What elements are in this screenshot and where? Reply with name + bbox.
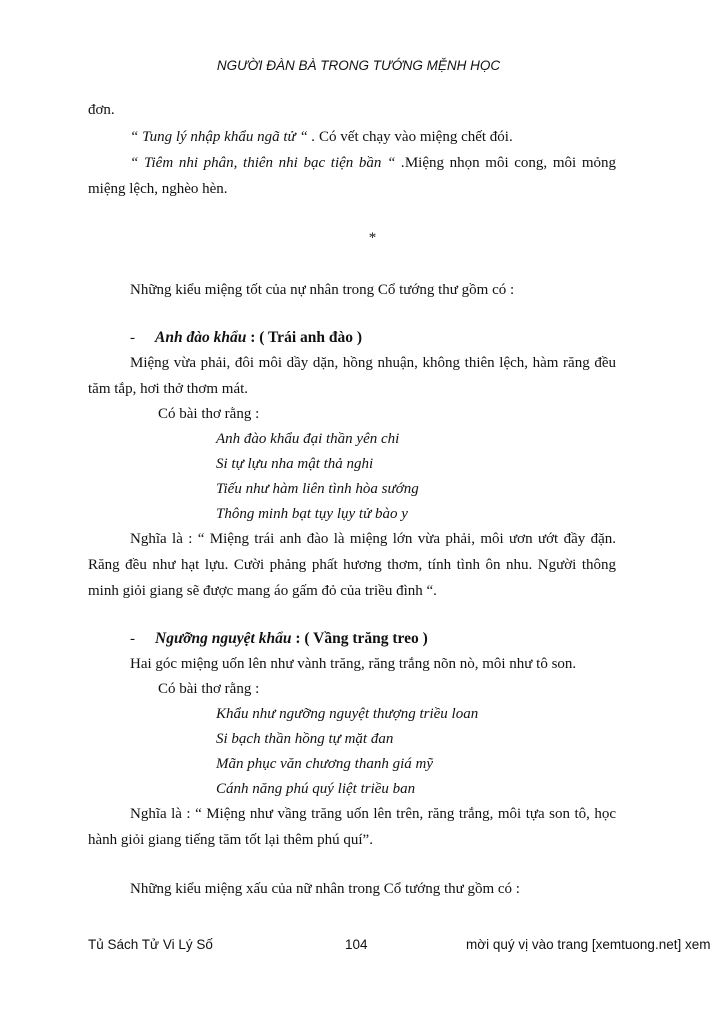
proverb-1-text: Có vết chạy vào miệng chết đói. <box>315 129 513 145</box>
explanation: minh giỏi giang sẽ được mang áo gấm đỏ của triều đình “. <box>88 583 437 599</box>
section-name: Anh đào khẩu <box>155 329 247 346</box>
proverb-2 <box>130 154 616 172</box>
proverb-1 <box>130 128 616 146</box>
poem-line: Si bạch thần hồng tự mặt đan <box>216 731 394 747</box>
proverb-1-quote: “ Tung lý nhập khẩu ngã tử “ . <box>130 129 316 145</box>
section-meaning: : ( Vầng trăng treo ) <box>291 630 428 647</box>
separator-star: * <box>368 230 377 246</box>
footer-right: mời quý vị vào trang [xemtuong.net] xem <box>466 937 711 952</box>
explanation: Nghĩa là : “ Miệng như vầng trăng uốn lên trên, răng trắng, môi tựa son tô, học <box>130 806 616 822</box>
poem-line: Anh đào khẩu đại thần yên chi <box>216 431 400 447</box>
section-heading-anh-dao <box>155 329 362 347</box>
poem-line: Cánh năng phú quý liệt triều ban <box>216 781 416 797</box>
page-number: 104 <box>345 937 368 952</box>
explanation: Răng đều như hạt lựu. Cười phảng phất hương thơm, tính tình ôn nhu. Người thông <box>88 557 616 573</box>
proverb-2-quote: “ Tiêm nhi phân, thiên nhi bạc tiện bần “ . <box>130 155 405 171</box>
explanation: Nghĩa là : “ Miệng trái anh đào là miệng lớn vừa phải, môi ươn ướt đầy đặn. <box>130 531 616 547</box>
page-header: NGƯỜI ĐÀN BÀ TRONG TƯỚNG MỆNH HỌC <box>216 58 501 73</box>
bad-intro: Những kiểu miệng xấu của nữ nhân trong Cổ tướng thư gồm có : <box>130 881 520 897</box>
section-heading-nguong-nguyet <box>155 630 428 648</box>
proverb-2-continuation: miệng lệch, nghèo hèn. <box>88 181 228 197</box>
good-intro: Những kiểu miệng tốt của nự nhân trong Cổ tướng thư gồm có : <box>130 282 515 298</box>
explanation: hành giỏi giang tiếng tăm tốt lại thêm phú quí”. <box>88 832 373 848</box>
footer-left: Tủ Sách Tử Vi Lý Số <box>88 937 213 952</box>
section-desc: Miệng vừa phải, đôi môi dầy dặn, hồng nhuận, không thiên lệch, hàm răng đều <box>130 355 616 371</box>
poem-line: Si tự lựu nha mật thả nghi <box>216 456 374 472</box>
section-meaning: : ( Trái anh đào ) <box>246 329 363 346</box>
poem-intro: Có bài thơ rằng : <box>158 406 260 422</box>
poem-line: Thông minh bạt tụy lụy tử bào y <box>216 506 408 522</box>
poem-line: Khẩu như ngưỡng nguyệt thượng triều loan <box>216 706 479 722</box>
section-desc: tăm tắp, hơi thở thơm mát. <box>88 381 249 397</box>
bullet-dash: - <box>130 631 135 647</box>
poem-line: Tiếu như hàm liên tình hòa sướng <box>216 481 419 497</box>
bullet-dash: - <box>130 330 135 346</box>
proverb-2-text: Miệng nhọn môi cong, môi mỏng <box>404 155 616 171</box>
poem-intro: Có bài thơ rằng : <box>158 681 260 697</box>
poem-line: Mãn phục văn chương thanh giá mỹ <box>216 756 433 772</box>
section-desc: Hai góc miệng uốn lên như vành trăng, răng trắng nõn nò, môi như tô son. <box>130 656 577 672</box>
section-name: Ngưỡng nguyệt khẩu <box>155 630 292 647</box>
intro-line: đơn. <box>88 102 115 118</box>
